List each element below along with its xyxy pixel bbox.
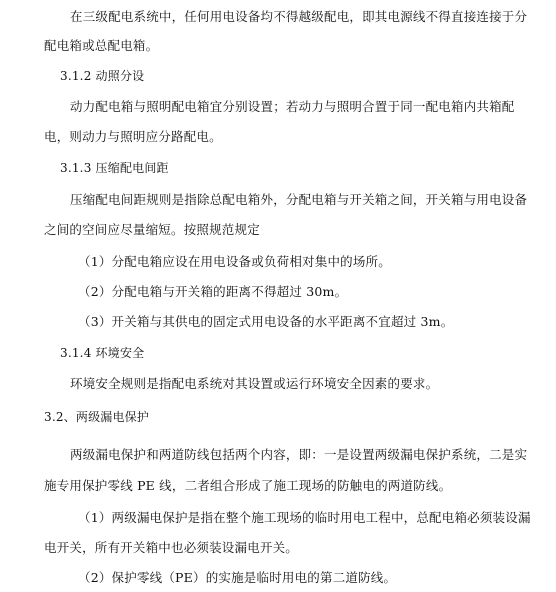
list-item-5: （2）保护零线（PE）的实施是临时用电的第二道防线。	[78, 570, 397, 585]
heading-3-1-3: 3.1.3 压缩配电间距	[60, 161, 169, 175]
list-item-4-line-1: （1）两级漏电保护是指在整个施工现场的临时用电工程中，总配电箱必须装设漏	[78, 510, 531, 525]
paragraph-1-line-2: 配电箱或总配电箱。	[44, 38, 159, 53]
list-item-4-line-2: 电开关，所有开关箱中也必须装设漏电开关。	[44, 540, 299, 555]
paragraph-5-line-2: 施专用保护零线 PE 线，二者组合形成了施工现场的防触电的两道防线。	[44, 478, 452, 493]
list-item-3: （3）开关箱与其供电的固定式用电设备的水平距离不宜超过 3m。	[78, 314, 454, 329]
paragraph-3-line-1: 压缩配电间距规则是指除总配电箱外，分配电箱与开关箱之间，开关箱与用电设备	[70, 192, 528, 207]
list-item-1: （1）分配电箱应设在用电设备或负荷相对集中的场所。	[78, 254, 391, 269]
heading-3-1-4: 3.1.4 环境安全	[60, 346, 145, 360]
paragraph-2-line-1: 动力配电箱与照明配电箱宜分别设置；若动力与照明合置于同一配电箱内共箱配	[70, 99, 515, 114]
paragraph-5-line-1: 两级漏电保护和两道防线包括两个内容，即：一是设置两级漏电保护系统，二是实	[70, 447, 528, 462]
paragraph-1-line-1: 在三级配电系统中，任何用电设备均不得越级配电，即其电源线不得直接连接于分	[70, 9, 528, 24]
heading-3-2: 3.2、两级漏电保护	[44, 410, 150, 424]
paragraph-2-line-2: 电，则动力与照明应分路配电。	[44, 129, 222, 144]
paragraph-3-line-2: 之间的空间应尽量缩短。按照规范规定	[44, 222, 260, 237]
list-item-2: （2）分配电箱与开关箱的距离不得超过 30m。	[78, 284, 348, 299]
paragraph-4: 环境安全规则是指配电系统对其设置或运行环境安全因素的要求。	[70, 376, 439, 391]
heading-3-1-2: 3.1.2 动照分设	[60, 69, 145, 83]
